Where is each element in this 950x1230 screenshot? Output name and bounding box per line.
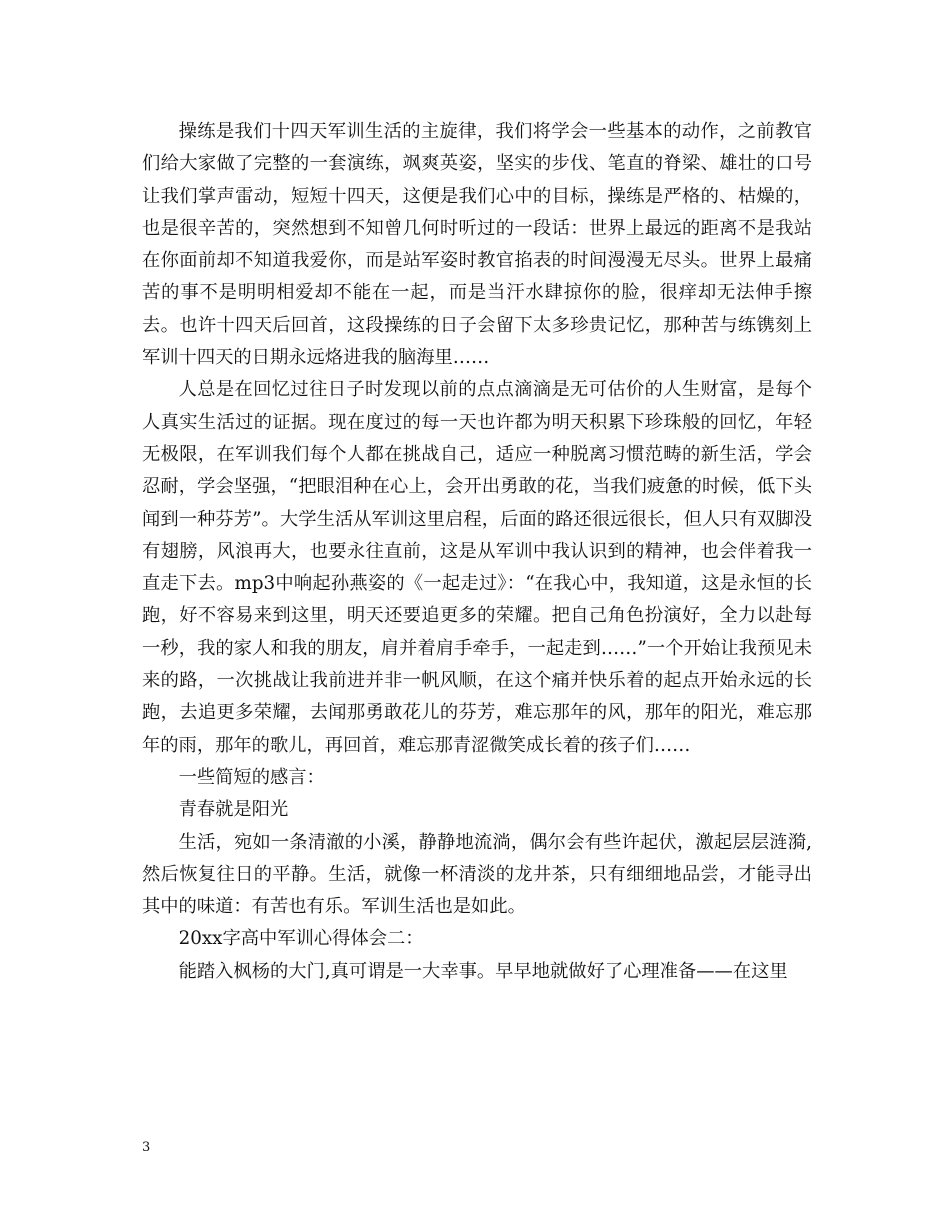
paragraph-youth-is-sunshine: 青春就是阳光 [178, 799, 289, 821]
paragraph-drill: 操练是我们十四天军训生活的主旋律，我们将学会一些基本的动作，之前教官们给大家做了完整的一套演练，飒爽英姿，坚实的步伐、笔直的脊梁、雄壮的口号让我们掌声雷动，短短十四天，这便是我们心中的目标，操练是严格的、枯燥的，也是很辛苦的，突然想到不知曾几何时听过的一段话：世界上最远的距离不是我站在你面前却不知道我爱你，而是站军姿时教官掐表的时间漫漫无尽头。世界上最痛苦的事不是明明相爱却不能在一起，而是当汗水肆掠你的脸，很痒却无法伸手擦去。也许十四天后回首，这段操练的日子会留下太多珍贵记忆，那种苦与练镌刻上军训十四天的日期永远烙进我的脑海里…… [142, 121, 812, 369]
paragraph-section-two-heading: 20xx字高中军训心得体会二： [178, 928, 424, 950]
page-number: 3 [142, 1140, 151, 1155]
paragraph-fengyang-intro: 能踏入枫杨的大门,真可谓是一大幸事。早早地就做好了心理准备——在这里 [178, 960, 788, 982]
document-body [142, 116, 812, 988]
paragraph-life-stream: 生活，宛如一条清澈的小溪，静静地流淌，偶尔会有些许起伏，激起层层涟漪,然后恢复往日的平静。生活，就像一杯清淡的龙井茶，只有细细地品尝，才能寻出其中的味道：有苦也有乐。军训生活也是如此。 [142, 831, 812, 918]
paragraph-short-remarks-heading: 一些简短的感言： [178, 766, 325, 788]
paragraph-memories: 人总是在回忆过往日子时发现以前的点点滴滴是无可估价的人生财富，是每个人真实生活过的证据。现在度过的每一天也许都为明天积累下珍珠般的回忆，年轻无极限，在军训我们每个人都在挑战自己，适应一种脱离习惯范畴的新生活，学会忍耐，学会坚强，“把眼泪种在心上，会开出勇敢的花，当我们疲惫的时候，低下头闻到一种芬芳”。大学生活从军训这里启程，后面的路还很远很长，但人只有双脚没有翅膀，风浪再大，也要永往直前，这是从军训中我认识到的精神，也会伴着我一直走下去。mp3中响起孙燕姿的《一起走过》：“在我心中，我知道，这是永恒的长跑，好不容易来到这里，明天还要追更多的荣耀。把自己角色扮演好，全力以赴每一秒，我的家人和我的朋友，肩并着肩手牵手，一起走到……”一个开始让我预见未来的路，一次挑战让我前进并非一帆风顺，在这个痛并快乐着的起点开始永远的长跑，去追更多荣耀，去闻那勇敢花儿的芬芳，难忘那年的风，那年的阳光，难忘那年的雨，那年的歌儿，再回首，难忘那青涩微笑成长着的孩子们…… [142, 379, 812, 756]
